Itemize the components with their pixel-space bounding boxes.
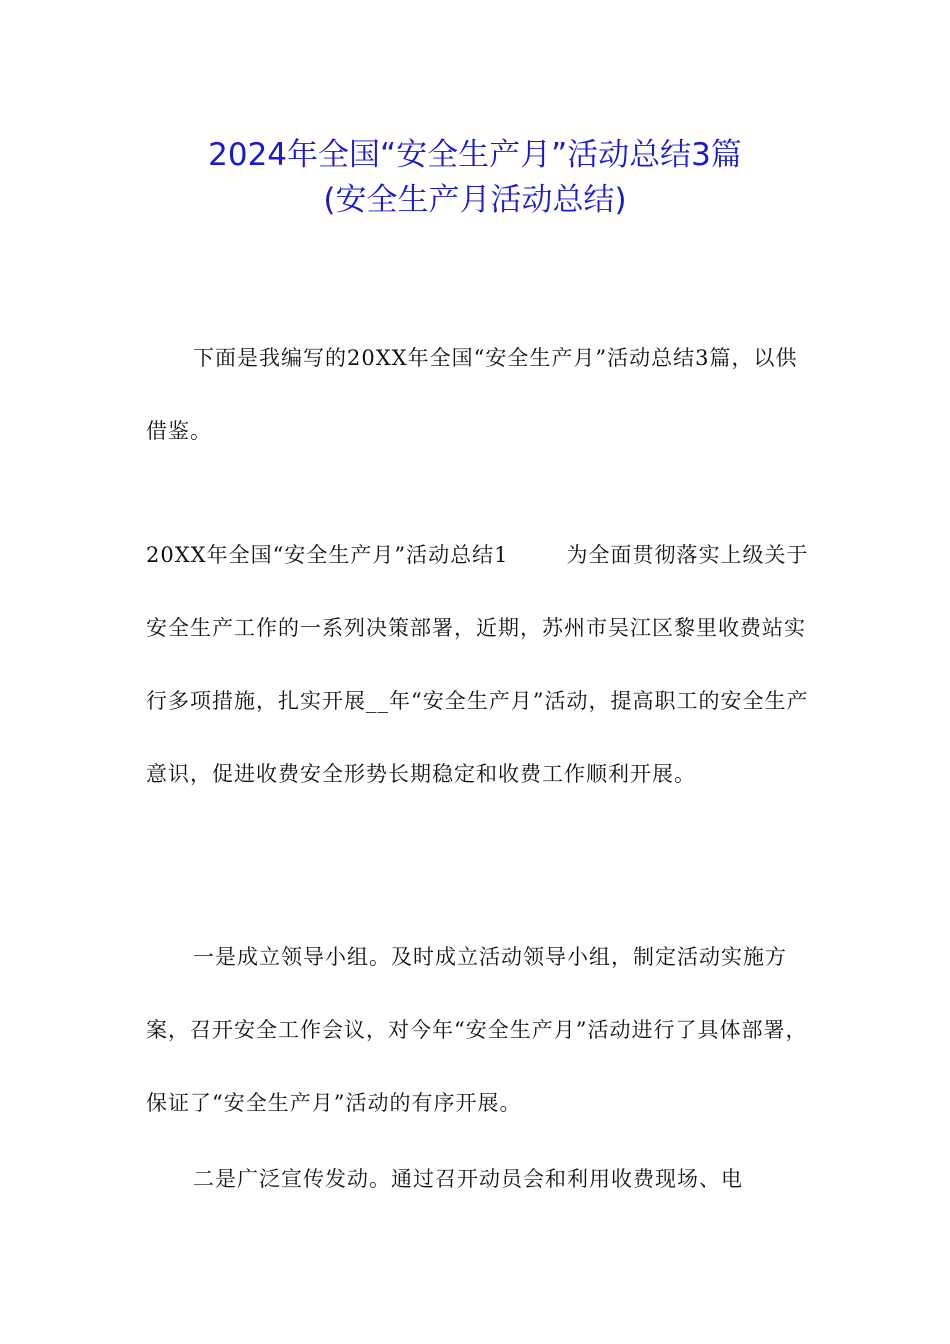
intro-paragraph: 下面是我编写的20XX年全国“安全生产月”活动总结3篇，以供借鉴。 (146, 346, 798, 443)
title-line-1: 2024年全国“安全生产月”活动总结3篇 (208, 137, 742, 173)
document-title (0, 135, 950, 175)
section-1-paragraph (146, 519, 816, 811)
point-2-paragraph: 二是广泛宣传发动。通过召开动员会和利用收费现场、电 (193, 1167, 743, 1191)
title-line-2: (安全生产月活动总结) (323, 182, 627, 218)
section-1-heading: 20XX年全国“安全生产月”活动总结1 (146, 543, 509, 567)
document-subtitle (0, 180, 950, 220)
point-1-paragraph: 一是成立领导小组。及时成立活动领导小组，制定活动实施方案，召开安全工作会议，对今年“安全生产月”活动进行了具体部署，保证了“安全生产月”活动的有序开展。 (146, 945, 808, 1115)
section-1-body: 为全面贯彻落实上级关于安全生产工作的一系列决策部署，近期，苏州市吴江区黎里收费站实行多项措施，扎实开展__年“安全生产月”活动，提高职工的安全生产意识，促进收费安全形势长期稳定和收费工作顺利开展。 (146, 543, 809, 786)
